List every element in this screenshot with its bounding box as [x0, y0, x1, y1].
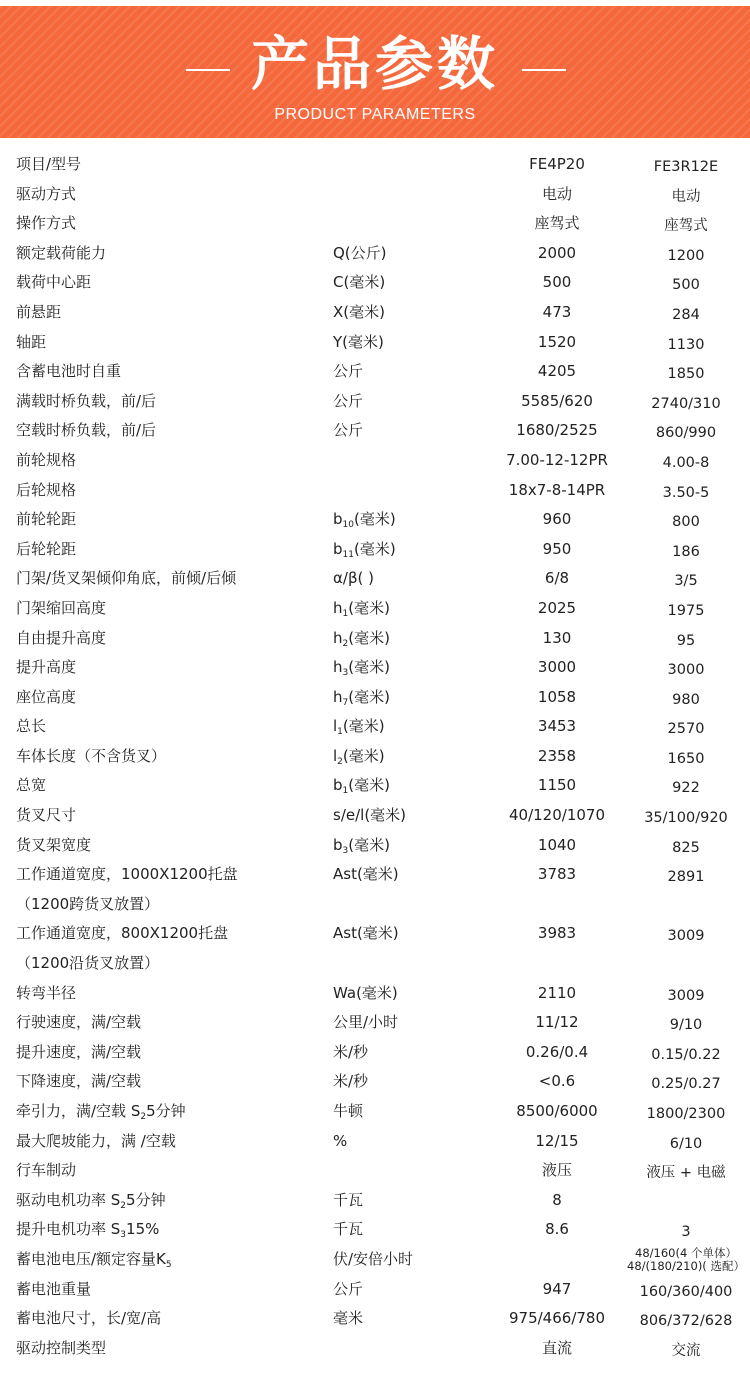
param-name: 蓄电池尺寸，长/宽/高: [16, 1309, 162, 1328]
param-unit: 毫米: [333, 1309, 364, 1328]
param-name: 驱动电机功率 $S_25$分钟: [16, 1190, 166, 1211]
param-name: 蓄电池重量: [16, 1279, 92, 1298]
value-fe4p20: 3983: [537, 924, 577, 943]
param-name: 行驶速度，满/空载: [16, 1013, 142, 1032]
param-name: 提升高度: [16, 658, 77, 677]
value-fe4p20: 1150: [537, 776, 577, 795]
table-row: [0, 505, 750, 535]
value-fe4p20: 18x7-8-14PR: [508, 480, 606, 499]
param-name: 载荷中心距: [16, 273, 92, 292]
value-fe4p20: 2358: [537, 746, 577, 765]
table-row: [0, 624, 750, 654]
value-fe3r12e: 3.50-5: [662, 484, 710, 501]
param-name: 提升电机功率 $S_315\%$: [16, 1220, 160, 1241]
value-fe4p20: 1058: [537, 687, 577, 706]
value-fe4p20: FE4P20: [529, 155, 585, 173]
value-fe3r12e: 2570: [667, 721, 705, 738]
value-fe4p20: 液压: [541, 1161, 572, 1180]
value-fe4p20: 电动: [541, 184, 572, 203]
param-name: 空载时桥负载，前/后: [16, 421, 157, 440]
param-unit: $b_1$(毫米): [333, 776, 390, 797]
table-row: [0, 1097, 750, 1127]
table-row: [0, 1067, 750, 1097]
param-name: 行车制动: [16, 1161, 77, 1180]
table-row: [0, 979, 750, 1009]
value-fe3r12e: 825: [672, 839, 700, 856]
param-name: 牵引力，满/空载 $S_25$分钟: [16, 1102, 186, 1122]
param-unit: Q(公斤): [333, 243, 387, 262]
table-row: [0, 180, 750, 210]
table-row: [0, 653, 750, 683]
value-fe3r12e: 电动: [671, 188, 701, 205]
param-name: （1200沿货叉放置）: [16, 954, 160, 973]
value-fe4p20: 座驾式: [534, 214, 580, 233]
table-row: [0, 949, 750, 979]
value-fe3r12e: 860/990: [655, 425, 717, 442]
param-unit: C(毫米): [333, 273, 386, 292]
param-unit: 牛顿: [333, 1102, 364, 1120]
value-fe3r12e: 6/10: [669, 1135, 703, 1152]
param-unit: 公里/小时: [333, 1013, 399, 1032]
param-name: 最大爬坡能力，满 /空载: [16, 1131, 176, 1150]
value-fe3r12e: 95: [676, 632, 696, 649]
param-name: 门架缩回高度: [16, 598, 107, 617]
table-row: [0, 268, 750, 298]
param-unit: 公斤: [333, 391, 364, 410]
value-fe3r12e: 3009: [667, 987, 705, 1004]
param-unit: Y(毫米): [333, 332, 384, 351]
param-unit: 公斤: [333, 362, 364, 381]
table-row: [0, 919, 750, 949]
value-fe3r12e: 1650: [667, 750, 705, 767]
param-name: 前轮轮距: [16, 510, 77, 529]
param-unit: Ast(毫米): [333, 865, 399, 884]
param-unit: $b_{10}$(毫米): [333, 510, 396, 531]
table-row: [0, 357, 750, 387]
value-fe3r12e: 800: [672, 514, 700, 531]
table-row: [0, 1008, 750, 1038]
value-fe4p20: 直流: [541, 1338, 572, 1357]
value-fe4p20: 2025: [537, 598, 577, 617]
table-row: [0, 742, 750, 772]
param-name: 下降速度，满/空载: [16, 1072, 142, 1091]
value-fe3r12e: 806/372/628: [639, 1313, 733, 1330]
value-fe4p20: 947: [542, 1279, 572, 1298]
value-fe3r12e: 500: [672, 277, 700, 294]
header-banner: [0, 6, 750, 138]
value-fe3r12e: 48/160(4 个单体）48/(180/210)( 选配）: [627, 1245, 745, 1273]
table-row: [0, 1334, 750, 1364]
value-fe4p20: 2110: [537, 983, 577, 1002]
value-fe3r12e: 座驾式: [664, 218, 708, 235]
table-row: [0, 328, 750, 358]
table-row: [0, 239, 750, 269]
param-unit: Wa(毫米): [333, 983, 398, 1002]
value-fe4p20: 1520: [537, 332, 577, 351]
value-fe3r12e: 1130: [667, 336, 705, 353]
value-fe3r12e: 3/5: [674, 573, 698, 590]
param-name: 提升速度，满/空载: [16, 1042, 142, 1061]
table-row: [0, 1156, 750, 1186]
table-row: [0, 209, 750, 239]
param-name: 总长: [16, 717, 47, 736]
param-unit: s/e/l(毫米): [333, 806, 407, 825]
param-name: 轴距: [16, 332, 47, 351]
value-fe4p20: 3783: [537, 865, 577, 884]
value-fe3r12e: 0.25/0.27: [651, 1076, 721, 1093]
value-fe3r12e: 液压 + 电磁: [646, 1165, 726, 1182]
value-fe4p20: 975/466/780: [509, 1309, 605, 1328]
param-name: 驱动方式: [16, 184, 77, 203]
param-unit: $l_2$(毫米): [333, 746, 385, 767]
param-unit: $b_3$(毫米): [333, 835, 390, 856]
param-name: 项目/型号: [16, 155, 82, 173]
value-fe4p20: 4205: [537, 362, 577, 381]
value-fe4p20: 3453: [537, 717, 577, 736]
value-fe4p20: 8.6: [545, 1220, 569, 1239]
param-name: 工作通道宽度，800X1200托盘: [16, 924, 229, 943]
param-unit: $h_2$(毫米): [333, 628, 390, 649]
param-unit: Ast(毫米): [333, 924, 399, 943]
table-row: [0, 801, 750, 831]
value-fe4p20: 950: [542, 539, 572, 558]
table-row: [0, 1245, 750, 1275]
table-row: [0, 476, 750, 506]
page-title: 产品参数: [250, 30, 499, 98]
param-name: 前轮规格: [16, 450, 77, 469]
page-subtitle: PRODUCT PARAMETERS: [274, 106, 476, 123]
table-row: [0, 860, 750, 890]
table-row: [0, 298, 750, 328]
value-fe3r12e: 9/10: [669, 1017, 703, 1034]
value-fe4p20: 8500/6000: [516, 1102, 598, 1120]
value-fe3r12e: 980: [672, 691, 700, 708]
table-row: [0, 446, 750, 476]
param-unit: $h_7$(毫米): [333, 687, 390, 708]
table-row: [0, 890, 750, 920]
value-fe4p20: 6/8: [544, 569, 570, 588]
value-fe4p20: 3000: [537, 658, 577, 677]
param-unit: 公斤: [333, 421, 364, 440]
value-fe3r12e: 35/100/920: [644, 810, 728, 827]
table-row: [0, 1304, 750, 1334]
value-fe4p20: 473: [542, 302, 572, 321]
table-row: [0, 1038, 750, 1068]
param-unit: $b_{11}$(毫米): [333, 539, 396, 560]
value-fe4p20: 0.26/0.4: [525, 1042, 589, 1061]
param-unit: 千瓦: [333, 1190, 364, 1209]
param-name: 操作方式: [16, 214, 77, 233]
param-name: 货叉尺寸: [16, 806, 77, 825]
value-fe4p20: 12/15: [535, 1131, 579, 1150]
value-fe3r12e: 1975: [667, 602, 705, 619]
table-row: [0, 150, 750, 180]
param-unit: 米/秒: [333, 1042, 369, 1061]
table-row: [0, 1127, 750, 1157]
value-fe3r12e: 0.15/0.22: [651, 1046, 721, 1063]
param-unit: α/β( ): [333, 569, 374, 588]
table-row: [0, 771, 750, 801]
table-row: [0, 831, 750, 861]
value-fe4p20: 7.00-12-12PR: [506, 450, 608, 469]
param-name: 自由提升高度: [16, 628, 107, 647]
value-fe3r12e: 2891: [667, 869, 705, 886]
value-fe4p20: 11/12: [535, 1013, 579, 1032]
table-row: [0, 1215, 750, 1245]
value-fe4p20: 130: [542, 628, 572, 647]
value-fe3r12e: 922: [672, 780, 700, 797]
param-unit: $l_1$(毫米): [333, 717, 385, 738]
param-name: 前悬距: [16, 302, 62, 321]
value-fe3r12e: 284: [672, 306, 700, 323]
value-fe3r12e: 1800/2300: [646, 1106, 726, 1122]
value-fe4p20: <0.6: [538, 1072, 576, 1091]
value-fe3r12e: 1200: [667, 247, 705, 264]
table-row: [0, 416, 750, 446]
table-row: [0, 564, 750, 594]
param-name: 总宽: [16, 776, 47, 795]
value-fe3r12e: 160/360/400: [639, 1283, 733, 1300]
param-name: 额定载荷能力: [16, 243, 107, 262]
value-fe3r12e: 4.00-8: [662, 454, 710, 471]
param-unit: 公斤: [333, 1279, 364, 1298]
value-fe3r12e: 2740/310: [651, 395, 721, 412]
param-name: 座位高度: [16, 687, 77, 706]
param-name: 门架/货叉架倾仰角底，前倾/后倾: [16, 569, 237, 588]
value-fe3r12e: 1850: [667, 366, 705, 383]
param-name: （1200跨货叉放置）: [16, 894, 160, 913]
param-name: 后轮轮距: [16, 539, 77, 558]
value-fe4p20: 1680/2525: [516, 421, 598, 440]
param-name: 转弯半径: [16, 983, 77, 1002]
value-fe4p20: 2000: [537, 243, 577, 262]
table-row: [0, 1275, 750, 1305]
title-right-rule: [522, 69, 566, 71]
table-row: [0, 387, 750, 417]
param-name: 后轮规格: [16, 480, 77, 499]
value-fe4p20: 1040: [537, 835, 577, 854]
param-name: 货叉架宽度: [16, 835, 92, 854]
table-row: [0, 535, 750, 565]
value-fe3r12e: 3000: [667, 662, 705, 679]
value-fe4p20: 40/120/1070: [509, 806, 605, 825]
table-row: [0, 683, 750, 713]
param-unit: $h_1$(毫米): [333, 598, 390, 619]
value-fe3r12e: 3009: [667, 928, 705, 945]
param-unit: $h_3$(毫米): [333, 658, 390, 679]
value-fe4p20: 960: [542, 510, 572, 529]
spec-table: [0, 150, 750, 1363]
table-row: [0, 594, 750, 624]
param-name: 驱动控制类型: [16, 1338, 107, 1357]
param-unit: 伏/安倍小时: [333, 1249, 414, 1268]
value-fe3r12e: 交流: [671, 1342, 701, 1359]
param-unit: 米/秒: [333, 1072, 369, 1091]
param-unit: X(毫米): [333, 302, 385, 321]
value-fe3r12e: FE3R12E: [653, 159, 719, 175]
param-unit: %: [333, 1131, 348, 1150]
param-name: 工作通道宽度，1000X1200托盘: [16, 865, 238, 884]
value-fe4p20: 500: [542, 273, 572, 292]
param-unit: 千瓦: [333, 1220, 364, 1239]
param-name: 车体长度（不含货叉）: [16, 746, 167, 765]
param-name: 满载时桥负载，前/后: [16, 391, 157, 410]
table-row: [0, 712, 750, 742]
param-name: 含蓄电池时自重: [16, 362, 122, 381]
value-fe3r12e: 3: [681, 1224, 691, 1241]
value-fe4p20: 5585/620: [521, 391, 593, 410]
value-fe4p20: 8: [552, 1190, 562, 1209]
value-fe3r12e: 186: [672, 543, 700, 560]
table-row: [0, 1186, 750, 1216]
param-name: 蓄电池电压/额定容量$K_5$: [16, 1249, 172, 1270]
